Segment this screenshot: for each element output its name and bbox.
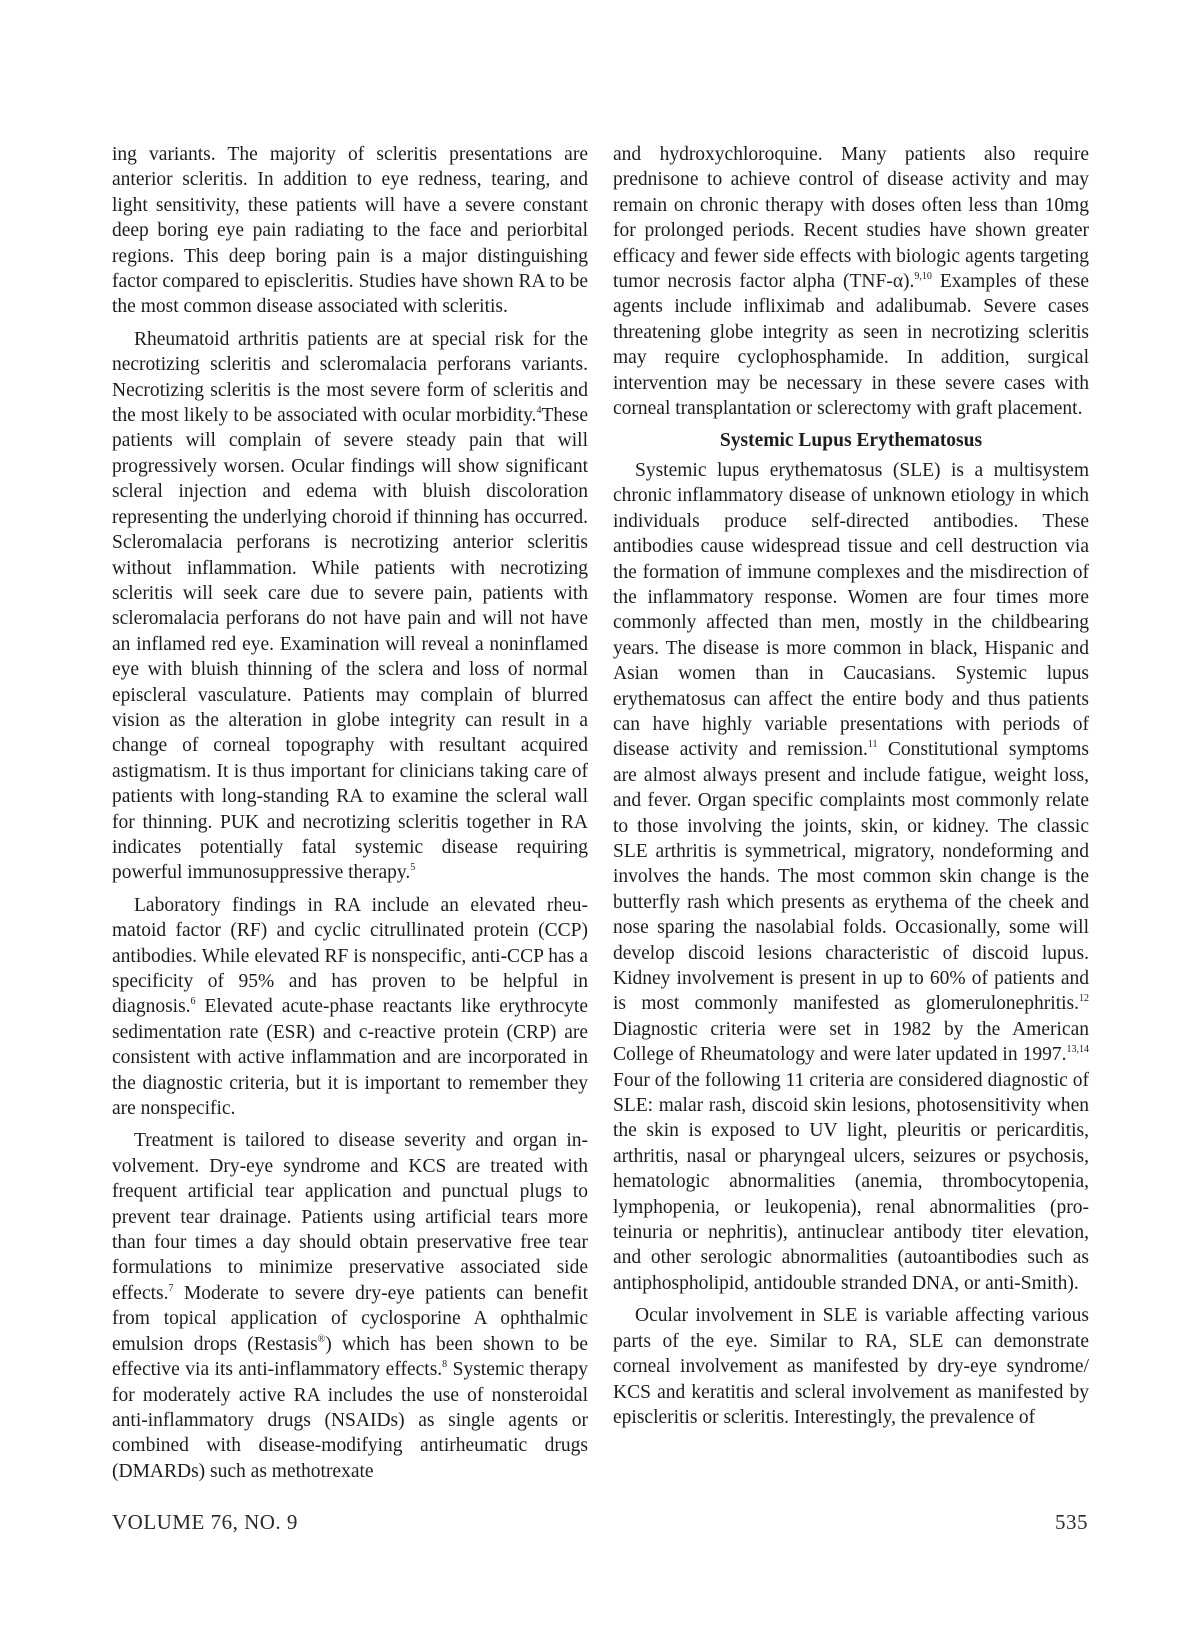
paragraph	[112, 1128, 588, 1484]
paragraph	[112, 327, 588, 886]
citation-ref: 12	[1079, 993, 1089, 1005]
right-column	[613, 142, 1089, 1437]
text-run: Diagnostic criteria were set in 1982 by the American College of Rheumatology and were later updated in 1997.	[613, 1018, 1089, 1066]
citation-ref: 9,10	[914, 271, 932, 283]
paragraph	[613, 458, 1089, 1296]
registered-mark: ®	[317, 1333, 326, 1345]
paragraph	[613, 1303, 1089, 1430]
text-run: Four of the following 11 criteria are considered diagnostic of SLE: malar rash, discoid skin lesions, photosensitivity when the skin is exposed to UV light, pleuritis or pericarditis, arthritis, nasal or pharyngeal ulcers, seizures or psychosis, hematologic abnormalities (anemia, thrombocytopenia, lymphopenia, or leukopenia), renal abnormalities (proteinuria or nephritis), antinuclear antibody titer elevation, and other serologic abnormalities (autoantibodies such as antiphospholipid, antidouble stranded DNA, or anti-Smith).	[613, 1069, 1089, 1294]
text-run: Moderate to severe dry-eye patients can benefit from topical application of cyclosporine A ophthalmic emulsion drops (Restasis	[112, 1282, 588, 1355]
citation-ref: 4	[536, 405, 542, 417]
text-run: ing variants. The majority of scleritis presentations are anterior scleritis. In addition to eye redness, tearing, and light sensitivity, these patients will have a severe constant deep boring eye pain radiating to the face and periorbital regions. This deep boring pain is a major distinguishing factor compared to episcleritis. Studies have shown RA to be the most common disease associated with scleritis.	[112, 144, 588, 318]
text-run: These patients will complain of severe steady pain that will progressively worsen. Ocular findings will show significant scleral injection and edema with bluish discoloration representing the underlying choroid if thinning has occurred. Scleromalacia perforans is necrotizing anterior scleritis without inflammation. While patients with necrotizing scleritis will seek care due to severe pain, patients with scleromalacia perforans do not have pain and will not have an inflamed red eye. Examination will reveal a noninflamed eye with bluish thinning of the sclera and loss of normal episcleral vasculature. Patients may complain of blurred vision as the alteration in globe integrity can result in a change of corneal topography with resultant acquired astigmatism. It is thus important for clinicians taking care of patients with long-standing RA to examine the scleral wall for thinning. PUK and necrotizing scleritis together in RA indicates potentially fatal systemic disease requiring powerful immunosuppressive therapy.	[112, 405, 588, 884]
paragraph	[112, 893, 588, 1122]
citation-ref: 5	[410, 862, 416, 874]
paragraph	[613, 142, 1089, 421]
text-run: Constitutional symptoms are almost always present and include fatigue, weight loss, and fever. Organ specific complaints most commonly relate to those involving the joints, skin, or kidney. The classic SLE arthritis is symmetrical, migratory, nondeforming and involves the hands. The most common skin change is the butterfly rash which presents as erythema of the cheek and nose sparing the nasolabial folds. Occasionally, some will develop discoid lesions characteristic of discoid lupus. Kidney involvement is present in up to 60% of patients and is most commonly manifested as glomerulonephritis.	[613, 739, 1090, 1015]
text-run: and hydroxychloroquine. Many patients also require prednisone to achieve control of disease activity and may remain on chronic therapy with doses often less than 10mg for prolonged periods. Recent studies have shown greater efficacy and fewer side effects with biologic agents targeting tumor necrosis factor alpha (TNF-α).	[613, 144, 1089, 293]
citation-ref: 8	[442, 1359, 448, 1371]
text-run: Systemic therapy for moderately active RA includes the use of nonsteroidal anti-inflammatory drugs (NSAIDs) as single agents or combined with disease-modifying antirheumatic drugs (DMARDs) such as methotrexate	[112, 1359, 588, 1482]
footer-page-number: 535	[1055, 1510, 1088, 1534]
paragraph	[112, 142, 588, 320]
text-run: Ocular involvement in SLE is variable affecting various parts of the eye. Similar to RA, SLE can demonstrate corneal involvement as manifested by dry-eye syndrome/ KCS and keratitis and scleral involvement as manifested by episcleritis or scleritis. Interestingly, the prevalence of	[613, 1305, 1089, 1428]
text-run: Elevated acute-phase reactants like erythrocyte sedimentation rate (ESR) and c-reactive protein (CRP) are consistent with active inflammation and are incorporated in the diagnostic criteria, but it is important to remember they are nonspecific.	[112, 996, 588, 1120]
citation-ref: 7	[168, 1282, 174, 1294]
text-run: Systemic lupus erythematosus (SLE) is a multisystem chronic inflammatory disease of unknown etiology in which individuals produce self-directed antibodies. These antibodies cause widespread tissue and cell destruction via the formation of immune complexes and the misdirection of the inflammatory response. Women are four times more commonly affected than men, mostly in the childbearing years. The disease is more common in black, Hispanic and Asian women than in Caucasians. Systemic lupus erythematosus can affect the entire body and thus patients can have highly variable presentations with periods of disease activity and remission.	[613, 459, 1089, 761]
citation-ref: 13,14	[1066, 1044, 1089, 1056]
citation-ref: 6	[190, 996, 196, 1008]
text-run: Laboratory findings in RA include an elevated rheumatoid factor (RF) and cyclic citrullinated protein (CCP) antibodies. While elevated RF is nonspecific, anti-CCP has a specificity of 95% and has proven to be helpful in diagnosis.	[112, 894, 588, 1018]
citation-ref: 11	[867, 739, 878, 751]
text-run: Treatment is tailored to disease severity and organ involvement. Dry-eye syndrome and KCS are treated with frequent artificial tear application and punctual plugs to prevent tear drainage. Patients using artificial tears more than four times a day should obtain preservative free tear formulations to minimize preservative associated side effects.	[112, 1130, 588, 1304]
text-run: Rheumatoid arthritis patients are at special risk for the necrotizing scleritis and scleromalacia perforans variants. Necrotizing scleritis is the most severe form of scleritis and the most likely to be associated with ocular morbidity.	[112, 328, 588, 427]
footer-volume: VOLUME 76, NO. 9	[112, 1510, 298, 1534]
left-column	[112, 142, 588, 1491]
section-heading: Systemic Lupus Erythematosus	[719, 430, 983, 452]
text-run: Examples of these agents include infliximab and adalibumab. Severe cases threatening globe integrity as seen in necrotizing scleritis may require cyclophosphamide. In addition, surgical intervention may be necessary in these severe cases with corneal transplantation or sclerectomy with graft placement.	[613, 271, 1089, 420]
text-run: ) which has been shown to be effective via its anti-inflammatory effects.	[112, 1333, 588, 1381]
